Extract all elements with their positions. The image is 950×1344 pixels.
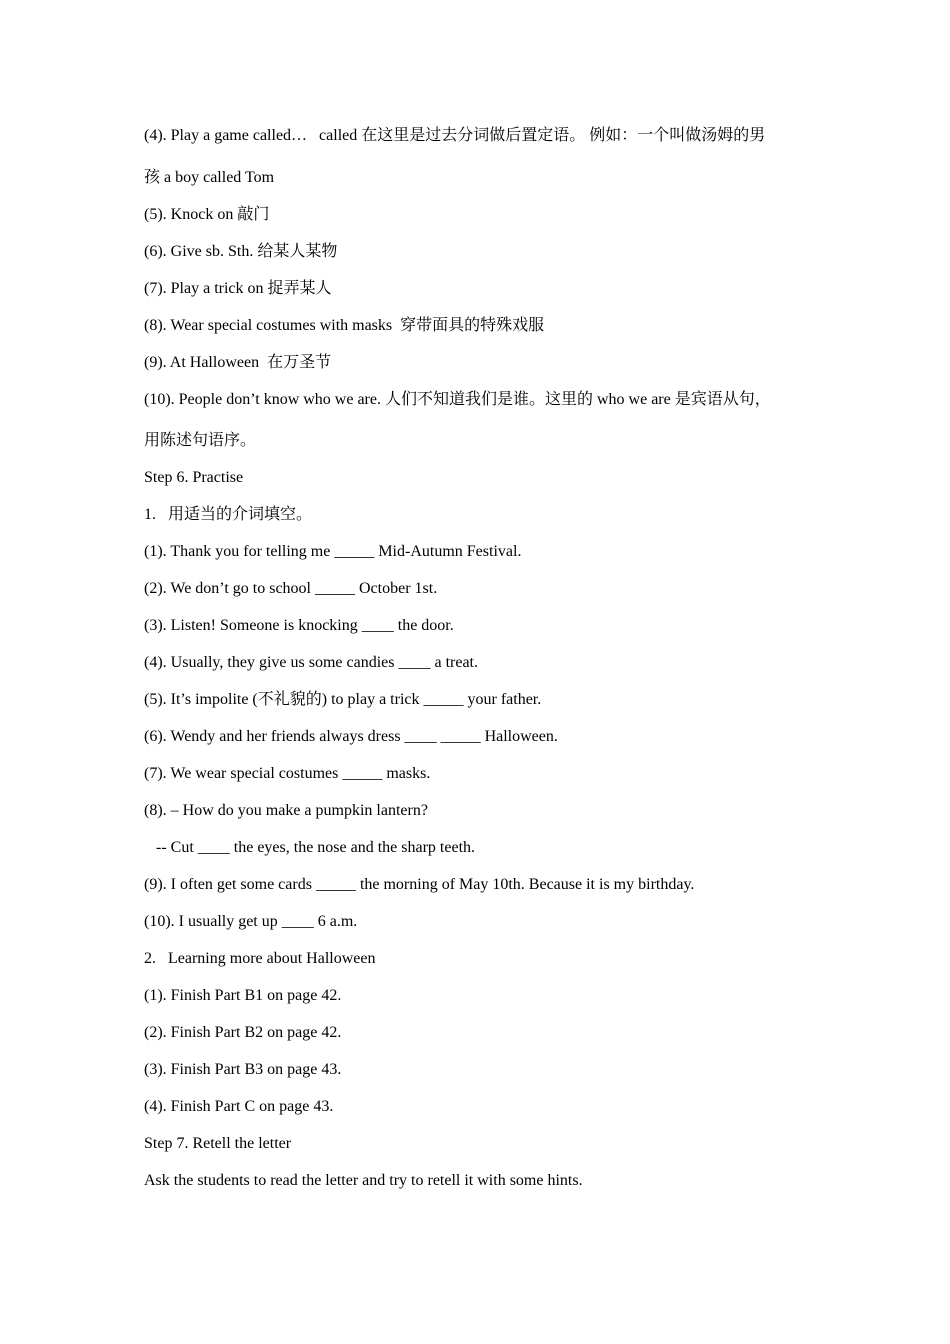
exercise-1-item-7: (7). We wear special costumes _____ masks. — [144, 765, 431, 782]
note-line-7: (7). Play a trick on 捉弄某人 — [144, 280, 332, 297]
exercise-1-item-8-answer: -- Cut ____ the eyes, the nose and the sharp teeth. — [144, 839, 476, 856]
note-line-9: (9). At Halloween 在万圣节 — [144, 354, 332, 371]
exercise-1-item-10: (10). I usually get up ____ 6 a.m. — [144, 913, 358, 930]
exercise-1-item-6: (6). Wendy and her friends always dress ____ _____ Halloween. — [144, 728, 558, 745]
exercise-2-item-1: (1). Finish Part B1 on page 42. — [144, 987, 342, 1004]
note-line-6: (6). Give sb. Sth. 给某人某物 — [144, 243, 338, 260]
exercise-2-heading: 2. Learning more about Halloween — [144, 950, 376, 967]
exercise-1-heading: 1. 用适当的介词填空。 — [144, 506, 313, 523]
exercise-1-item-2: (2). We don’t go to school _____ October 1st. — [144, 580, 438, 597]
note-line-5: (5). Knock on 敲门 — [144, 206, 270, 223]
exercise-1-item-3: (3). Listen! Someone is knocking ____ the door. — [144, 617, 454, 634]
exercise-2-item-2: (2). Finish Part B2 on page 42. — [144, 1024, 342, 1041]
note-line-10: (10). People don’t know who we are. 人们不知道我们是谁。这里的 who we are 是宾语从句， — [144, 391, 771, 408]
note-line-10-cont: 用陈述句语序。 — [144, 432, 257, 449]
exercise-1-item-1: (1). Thank you for telling me _____ Mid-Autumn Festival. — [144, 543, 522, 560]
exercise-2-item-4: (4). Finish Part C on page 43. — [144, 1098, 334, 1115]
step-6-heading: Step 6. Practise — [144, 469, 244, 486]
note-line-8: (8). Wear special costumes with masks 穿带面具的特殊戏服 — [144, 317, 545, 334]
note-line-4: (4). Play a game called… called 在这里是过去分词做后置定语。 例如：一个叫做汤姆的男 — [144, 127, 766, 144]
exercise-1-item-8: (8). – How do you make a pumpkin lantern? — [144, 802, 428, 819]
step-7-heading: Step 7. Retell the letter — [144, 1135, 292, 1152]
step-7-instruction: Ask the students to read the letter and try to retell it with some hints. — [144, 1172, 583, 1189]
exercise-1-item-4: (4). Usually, they give us some candies ____ a treat. — [144, 654, 478, 671]
exercise-1-item-9: (9). I often get some cards _____ the morning of May 10th. Because it is my birthday. — [144, 876, 695, 893]
exercise-2-item-3: (3). Finish Part B3 on page 43. — [144, 1061, 342, 1078]
note-line-4-cont: 孩 a boy called Tom — [144, 169, 275, 186]
exercise-1-item-5: (5). It’s impolite (不礼貌的) to play a trick _____ your father. — [144, 691, 542, 708]
